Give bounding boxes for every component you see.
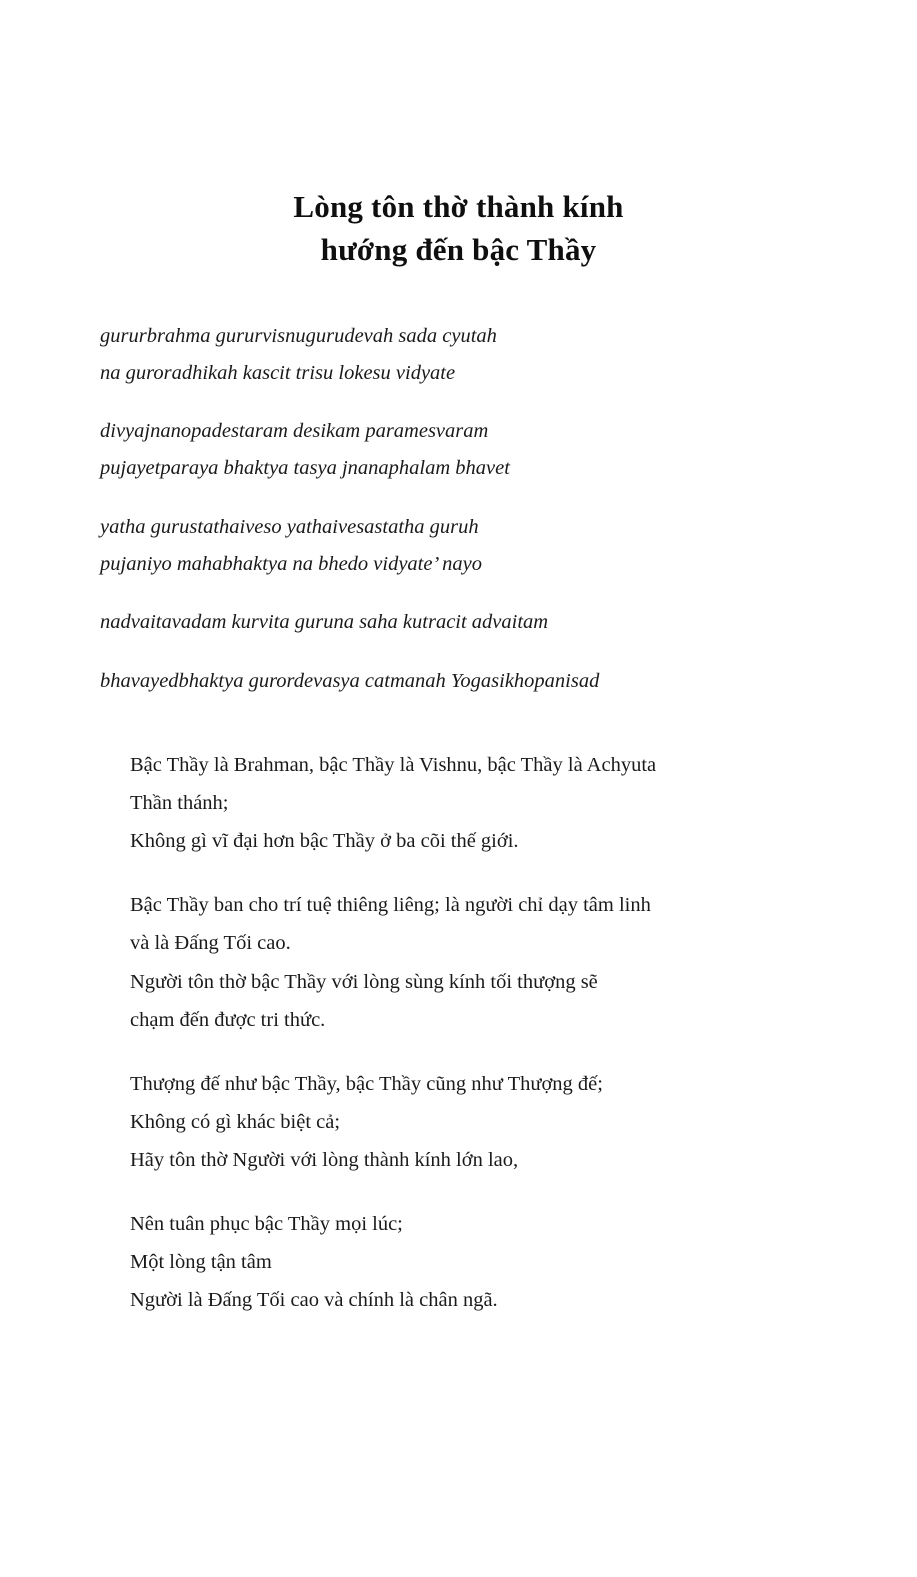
- sanskrit-line: pujaniyo mahabhaktya na bhedo vidyate’ nayo: [100, 553, 483, 576]
- sanskrit-stanza: [100, 604, 817, 641]
- translation-stanza: [130, 1205, 817, 1319]
- translation-line: Hãy tôn thờ Người với lòng thành kính lớn lao,: [130, 1149, 519, 1172]
- translation-block: [100, 746, 817, 1320]
- page-title-line-1: Lòng tôn thờ thành kính: [293, 189, 624, 224]
- translation-line: Bậc Thầy là Brahman, bậc Thầy là Vishnu, bậc Thầy là Achyuta: [130, 753, 657, 776]
- page-title: [100, 186, 817, 272]
- sanskrit-line: bhavayedbhaktya gurordevasya catmanah Yogasikhopanisad: [100, 669, 600, 692]
- sanskrit-line: nadvaitavadam kurvita guruna saha kutracit advaitam: [100, 611, 549, 634]
- translation-stanza: [130, 746, 817, 860]
- translation-line: chạm đến được tri thức.: [130, 1008, 326, 1031]
- translation-line: Không gì vĩ đại hơn bậc Thầy ở ba cõi thế giới.: [130, 830, 519, 853]
- sanskrit-line: na guroradhikah kascit trisu lokesu vidyate: [100, 361, 456, 384]
- sanskrit-line: yatha gurustathaiveso yathaivesastatha guruh: [100, 515, 479, 538]
- translation-line: và là Đấng Tối cao.: [130, 932, 291, 955]
- translation-line: Thần thánh;: [130, 792, 229, 815]
- translation-line: Người tôn thờ bậc Thầy với lòng sùng kính tối thượng sẽ: [130, 970, 598, 993]
- sanskrit-line: divyajnanopadestaram desikam paramesvaram: [100, 420, 489, 443]
- sanskrit-stanza: [100, 318, 817, 393]
- translation-line: Nên tuân phục bậc Thầy mọi lúc;: [130, 1213, 403, 1236]
- sanskrit-stanza: [100, 413, 817, 488]
- page-title-line-2: hướng đến bậc Thầy: [320, 231, 597, 267]
- translation-line: Một lòng tận tâm: [130, 1251, 272, 1274]
- sanskrit-stanza: [100, 663, 817, 700]
- document-page: [0, 186, 917, 1577]
- translation-line: Bậc Thầy ban cho trí tuệ thiêng liêng; là người chỉ dạy tâm linh: [130, 894, 651, 917]
- sanskrit-line: gururbrahma gururvisnugurudevah sada cyutah: [100, 324, 497, 347]
- sanskrit-line: pujayetparaya bhaktya tasya jnanaphalam bhavet: [100, 457, 510, 480]
- translation-line: Người là Đấng Tối cao và chính là chân ngã.: [130, 1289, 498, 1312]
- translation-stanza: [130, 1065, 817, 1179]
- translation-stanza: [130, 886, 817, 1039]
- translation-line: Thượng đế như bậc Thầy, bậc Thầy cũng như Thượng đế;: [130, 1072, 603, 1095]
- sanskrit-stanza: [100, 509, 817, 584]
- translation-line: Không có gì khác biệt cả;: [130, 1110, 341, 1133]
- sanskrit-verse-block: [100, 318, 817, 700]
